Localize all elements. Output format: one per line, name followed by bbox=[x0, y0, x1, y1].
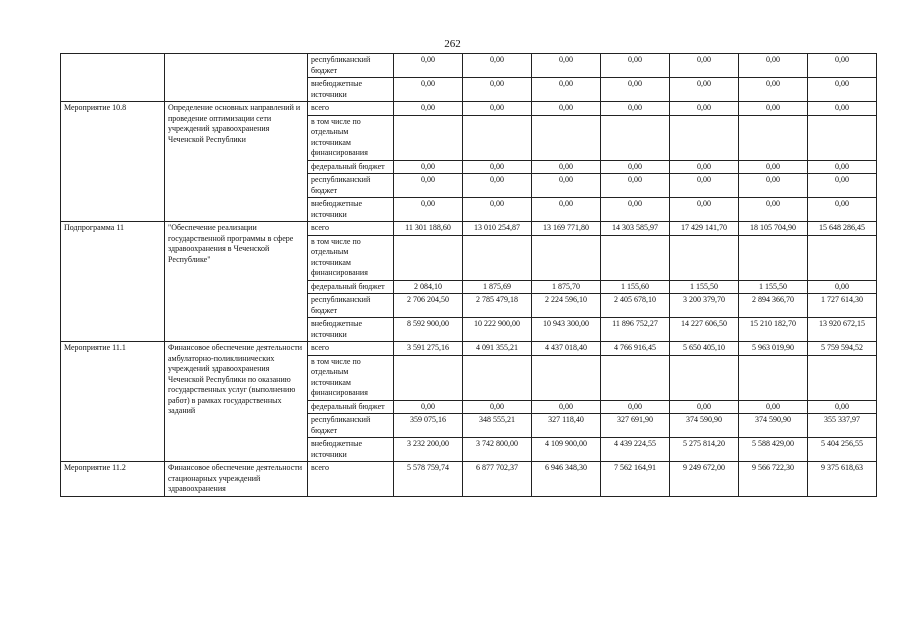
value-cell: 5 963 019,90 bbox=[739, 342, 808, 356]
value-cell: 0,00 bbox=[670, 400, 739, 414]
value-cell: 11 896 752,27 bbox=[601, 318, 670, 342]
item-cell: Мероприятие 11.2 bbox=[61, 462, 165, 497]
value-cell: 0,00 bbox=[808, 174, 877, 198]
value-cell: 355 337,97 bbox=[808, 414, 877, 438]
value-cell: 2 706 204,50 bbox=[394, 294, 463, 318]
value-cell: 0,00 bbox=[463, 78, 532, 102]
value-cell: 0,00 bbox=[739, 400, 808, 414]
value-cell bbox=[463, 115, 532, 160]
value-cell bbox=[532, 355, 601, 400]
funding-source-cell: всего bbox=[308, 222, 394, 236]
funding-source-cell: федеральный бюджет bbox=[308, 400, 394, 414]
value-cell: 0,00 bbox=[808, 54, 877, 78]
value-cell: 13 169 771,80 bbox=[532, 222, 601, 236]
funding-source-cell: внебюджетные источники bbox=[308, 318, 394, 342]
funding-source-cell: всего bbox=[308, 102, 394, 116]
value-cell: 0,00 bbox=[808, 78, 877, 102]
value-cell: 0,00 bbox=[601, 102, 670, 116]
value-cell bbox=[532, 115, 601, 160]
value-cell: 0,00 bbox=[394, 78, 463, 102]
value-cell: 348 555,21 bbox=[463, 414, 532, 438]
funding-source-cell: республиканский бюджет bbox=[308, 174, 394, 198]
value-cell: 0,00 bbox=[808, 400, 877, 414]
value-cell: 0,00 bbox=[394, 400, 463, 414]
value-cell: 0,00 bbox=[601, 174, 670, 198]
value-cell: 0,00 bbox=[739, 54, 808, 78]
value-cell: 5 650 405,10 bbox=[670, 342, 739, 356]
value-cell: 4 109 900,00 bbox=[532, 438, 601, 462]
value-cell: 2 224 596,10 bbox=[532, 294, 601, 318]
value-cell bbox=[808, 235, 877, 280]
value-cell: 2 084,10 bbox=[394, 280, 463, 294]
value-cell bbox=[670, 355, 739, 400]
value-cell: 18 105 704,90 bbox=[739, 222, 808, 236]
value-cell: 0,00 bbox=[532, 198, 601, 222]
value-cell: 6 946 348,30 bbox=[532, 462, 601, 497]
value-cell: 1 727 614,30 bbox=[808, 294, 877, 318]
value-cell: 11 301 188,60 bbox=[394, 222, 463, 236]
page-number: 262 bbox=[444, 38, 461, 50]
value-cell: 7 562 164,91 bbox=[601, 462, 670, 497]
funding-source-cell: республиканский бюджет bbox=[308, 414, 394, 438]
value-cell: 0,00 bbox=[808, 198, 877, 222]
value-cell: 0,00 bbox=[670, 54, 739, 78]
funding-source-cell: всего bbox=[308, 342, 394, 356]
description-cell: Финансовое обеспечение деятельности стационарных учреждений здравоохранения bbox=[165, 462, 308, 497]
value-cell: 0,00 bbox=[808, 160, 877, 174]
value-cell: 0,00 bbox=[394, 102, 463, 116]
value-cell: 10 222 900,00 bbox=[463, 318, 532, 342]
budget-table bbox=[60, 53, 877, 497]
value-cell: 1 155,50 bbox=[739, 280, 808, 294]
value-cell: 8 592 900,00 bbox=[394, 318, 463, 342]
value-cell bbox=[394, 235, 463, 280]
value-cell bbox=[463, 235, 532, 280]
value-cell: 0,00 bbox=[670, 160, 739, 174]
value-cell: 1 155,60 bbox=[601, 280, 670, 294]
table-body bbox=[61, 54, 877, 497]
value-cell: 0,00 bbox=[601, 198, 670, 222]
value-cell: 0,00 bbox=[601, 54, 670, 78]
value-cell: 0,00 bbox=[739, 78, 808, 102]
value-cell: 327 118,40 bbox=[532, 414, 601, 438]
value-cell: 14 303 585,97 bbox=[601, 222, 670, 236]
value-cell: 9 375 618,63 bbox=[808, 462, 877, 497]
value-cell: 0,00 bbox=[739, 102, 808, 116]
value-cell: 359 075,16 bbox=[394, 414, 463, 438]
value-cell: 0,00 bbox=[394, 54, 463, 78]
table-row bbox=[61, 102, 877, 116]
funding-source-cell: в том числе по отдельным источникам финансирования bbox=[308, 355, 394, 400]
value-cell: 0,00 bbox=[808, 280, 877, 294]
value-cell bbox=[739, 115, 808, 160]
value-cell: 0,00 bbox=[532, 400, 601, 414]
value-cell bbox=[670, 115, 739, 160]
value-cell bbox=[463, 355, 532, 400]
value-cell: 0,00 bbox=[463, 54, 532, 78]
funding-source-cell: внебюджетные источники bbox=[308, 438, 394, 462]
value-cell: 0,00 bbox=[739, 160, 808, 174]
value-cell: 4 766 916,45 bbox=[601, 342, 670, 356]
value-cell bbox=[739, 235, 808, 280]
value-cell bbox=[670, 235, 739, 280]
value-cell bbox=[394, 355, 463, 400]
table-row bbox=[61, 342, 877, 356]
funding-source-cell: республиканский бюджет bbox=[308, 54, 394, 78]
value-cell: 0,00 bbox=[463, 160, 532, 174]
funding-source-cell: в том числе по отдельным источникам финансирования bbox=[308, 235, 394, 280]
item-cell: Мероприятие 11.1 bbox=[61, 342, 165, 462]
value-cell: 3 591 275,16 bbox=[394, 342, 463, 356]
funding-source-cell: всего bbox=[308, 462, 394, 497]
value-cell: 4 439 224,55 bbox=[601, 438, 670, 462]
value-cell: 6 877 702,37 bbox=[463, 462, 532, 497]
value-cell: 0,00 bbox=[463, 174, 532, 198]
table-row bbox=[61, 462, 877, 497]
value-cell: 17 429 141,70 bbox=[670, 222, 739, 236]
value-cell: 0,00 bbox=[394, 160, 463, 174]
value-cell bbox=[601, 355, 670, 400]
value-cell: 3 232 200,00 bbox=[394, 438, 463, 462]
value-cell: 15 210 182,70 bbox=[739, 318, 808, 342]
value-cell: 14 227 606,50 bbox=[670, 318, 739, 342]
value-cell: 5 578 759,74 bbox=[394, 462, 463, 497]
value-cell: 4 437 018,40 bbox=[532, 342, 601, 356]
value-cell: 5 588 429,00 bbox=[739, 438, 808, 462]
value-cell: 0,00 bbox=[394, 174, 463, 198]
funding-source-cell: федеральный бюджет bbox=[308, 160, 394, 174]
value-cell: 15 648 286,45 bbox=[808, 222, 877, 236]
value-cell: 5 404 256,55 bbox=[808, 438, 877, 462]
value-cell: 13 920 672,15 bbox=[808, 318, 877, 342]
item-cell: Подпрограмма 11 bbox=[61, 222, 165, 342]
value-cell: 0,00 bbox=[670, 78, 739, 102]
value-cell: 2 894 366,70 bbox=[739, 294, 808, 318]
value-cell: 3 742 800,00 bbox=[463, 438, 532, 462]
value-cell: 1 875,70 bbox=[532, 280, 601, 294]
value-cell: 0,00 bbox=[670, 198, 739, 222]
value-cell: 2 785 479,18 bbox=[463, 294, 532, 318]
table-row bbox=[61, 222, 877, 236]
value-cell: 1 155,50 bbox=[670, 280, 739, 294]
value-cell: 0,00 bbox=[670, 102, 739, 116]
value-cell: 0,00 bbox=[670, 174, 739, 198]
value-cell: 0,00 bbox=[394, 198, 463, 222]
value-cell: 0,00 bbox=[739, 198, 808, 222]
value-cell: 0,00 bbox=[601, 160, 670, 174]
value-cell: 0,00 bbox=[463, 198, 532, 222]
value-cell: 9 566 722,30 bbox=[739, 462, 808, 497]
table-row bbox=[61, 54, 877, 78]
funding-source-cell: республиканский бюджет bbox=[308, 294, 394, 318]
item-cell: Мероприятие 10.8 bbox=[61, 102, 165, 222]
value-cell: 327 691,90 bbox=[601, 414, 670, 438]
value-cell: 3 200 379,70 bbox=[670, 294, 739, 318]
value-cell: 1 875,69 bbox=[463, 280, 532, 294]
value-cell bbox=[808, 115, 877, 160]
value-cell: 374 590,90 bbox=[670, 414, 739, 438]
value-cell bbox=[532, 235, 601, 280]
value-cell: 0,00 bbox=[463, 400, 532, 414]
value-cell: 0,00 bbox=[532, 160, 601, 174]
value-cell: 0,00 bbox=[739, 174, 808, 198]
value-cell bbox=[394, 115, 463, 160]
value-cell: 0,00 bbox=[532, 102, 601, 116]
value-cell bbox=[808, 355, 877, 400]
value-cell: 0,00 bbox=[601, 78, 670, 102]
funding-source-cell: федеральный бюджет bbox=[308, 280, 394, 294]
value-cell: 0,00 bbox=[532, 174, 601, 198]
description-cell: Определение основных направлений и проведение оптимизации сети учреждений здравоохранения Чеченской Республики bbox=[165, 102, 308, 222]
description-cell: Финансовое обеспечение деятельности амбулаторно-поликлинических учреждений здравоохранения Чеченской Республики по оказанию государственных услуг (выполнению работ) в рамках государственных заданий bbox=[165, 342, 308, 462]
value-cell: 9 249 672,00 bbox=[670, 462, 739, 497]
value-cell: 0,00 bbox=[532, 54, 601, 78]
description-cell: "Обеспечение реализации государственной программы в сфере здравоохранения в Чеченской Республике" bbox=[165, 222, 308, 342]
value-cell: 5 759 594,52 bbox=[808, 342, 877, 356]
value-cell: 10 943 300,00 bbox=[532, 318, 601, 342]
value-cell bbox=[739, 355, 808, 400]
value-cell: 0,00 bbox=[463, 102, 532, 116]
value-cell: 2 405 678,10 bbox=[601, 294, 670, 318]
value-cell: 4 091 355,21 bbox=[463, 342, 532, 356]
value-cell: 0,00 bbox=[601, 400, 670, 414]
funding-source-cell: внебюджетные источники bbox=[308, 198, 394, 222]
value-cell: 5 275 814,20 bbox=[670, 438, 739, 462]
description-cell bbox=[165, 54, 308, 102]
funding-source-cell: внебюджетные источники bbox=[308, 78, 394, 102]
item-cell bbox=[61, 54, 165, 102]
value-cell bbox=[601, 235, 670, 280]
value-cell: 374 590,90 bbox=[739, 414, 808, 438]
value-cell: 13 010 254,87 bbox=[463, 222, 532, 236]
value-cell: 0,00 bbox=[808, 102, 877, 116]
value-cell bbox=[601, 115, 670, 160]
funding-source-cell: в том числе по отдельным источникам финансирования bbox=[308, 115, 394, 160]
value-cell: 0,00 bbox=[532, 78, 601, 102]
